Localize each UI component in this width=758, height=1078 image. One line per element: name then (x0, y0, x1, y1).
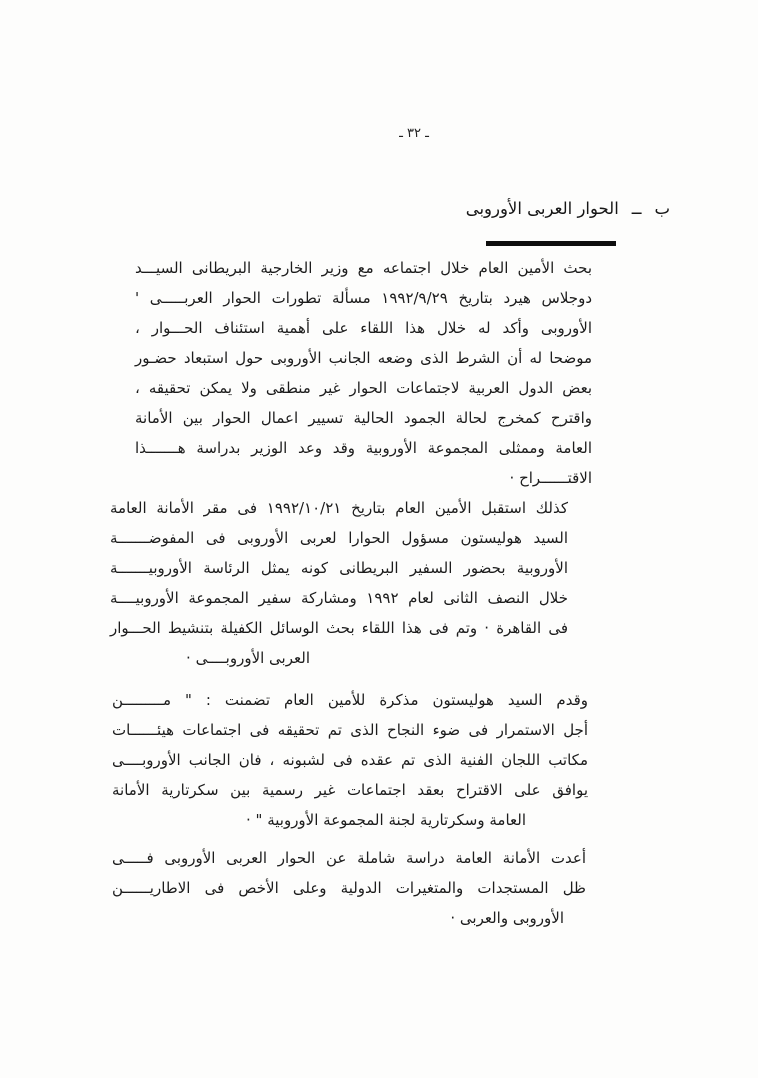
text-line: العامة وممثلى المجموعة الأوروبية وقد وعد الوزير بدراسة هـــــــذا (135, 439, 592, 457)
text-line: السيد هوليستون مسؤول الحوارا لعربى الأوروبى فى المفوضـــــــة (110, 529, 568, 547)
section-title: الحوار العربى الأوروبى (465, 199, 619, 218)
page-number: ـ ٣٢ ـ (399, 126, 429, 141)
text-line: الاقتــــــراح · (509, 469, 592, 487)
text-line: أعدت الأمانة العامة دراسة شاملة عن الحوار العربى الأوروبى فـــــى (112, 849, 586, 867)
text-line: الأوروبى والعربى · (450, 909, 564, 927)
text-line: موضحا له أن الشرط الذى وضعه الجانب الأوروبى حول استبعاد حضـور (135, 349, 592, 367)
text-line: بعض الدول العربية لاجتماعات الحوار غير منطقى ولا يمكن تحقيقه ، (135, 379, 592, 397)
text-line: واقترح كمخرج لحالة الجمود الحالية تسيير اعمال الحوار بين الأمانة (135, 409, 592, 427)
heading-dash: ــ (631, 199, 642, 218)
text-line: العامة وسكرتارية لجنة المجموعة الأوروبية " · (246, 811, 526, 829)
text-line: وقدم السيد هوليستون مذكرة للأمين العام تضمنت : " مـــــــــن (112, 691, 588, 709)
heading-underline (486, 241, 616, 246)
paragraph (112, 843, 586, 933)
paragraph (112, 685, 588, 835)
text-line: الأوروبية بحضور السفير البريطانى كونه يمثل الرئاسة الأوروبيـــــــة (110, 559, 568, 577)
text-line: كذلك استقبل الأمين العام بتاريخ ١٩٩٢/١٠/٢١ فى مقر الأمانة العامة (110, 499, 569, 517)
text-line: يوافق على الاقتراح بعقد اجتماعات غير رسمية بين سكرتارية الأمانة (112, 781, 588, 799)
text-line: أجل الاستمرار فى ضوء النجاح الذى تم تحقيقه فى اجتماعات هيئــــــات (112, 721, 588, 739)
text-line: مكاتب اللجان الفنية الذى تم عقده فى لشبونه ، فان الجانب الأوروبــــى (112, 751, 588, 769)
text-line: ظل المستجدات والمتغيرات الدولية وعلى الأخص فى الاطاريــــــن (112, 879, 586, 897)
paragraph (110, 493, 568, 673)
text-line: بحث الأمين العام خلال اجتماعه مع وزير الخارجية البريطانى السيـــد (135, 259, 592, 277)
text-line: دوجلاس هيرد بتاريخ ١٩٩٢/٩/٢٩ مسألة تطورات الحوار العربـــــى ' (135, 289, 593, 307)
paragraph (135, 253, 592, 493)
section-heading (466, 199, 670, 218)
text-line: خلال النصف الثانى لعام ١٩٩٢ ومشاركة سفير المجموعة الأوروبيــــة (110, 589, 568, 607)
text-line: الأوروبى وأكد له خلال هذا اللقاء على أهمية استئناف الحـــوار ، (135, 319, 592, 337)
text-line: العربى الأوروبــــى · (186, 649, 310, 667)
heading-marker: ب (654, 199, 670, 218)
text-line: فى القاهرة · وتم فى هذا اللقاء بحث الوسائل الكفيلة بتنشيط الحـــوار (110, 619, 568, 637)
